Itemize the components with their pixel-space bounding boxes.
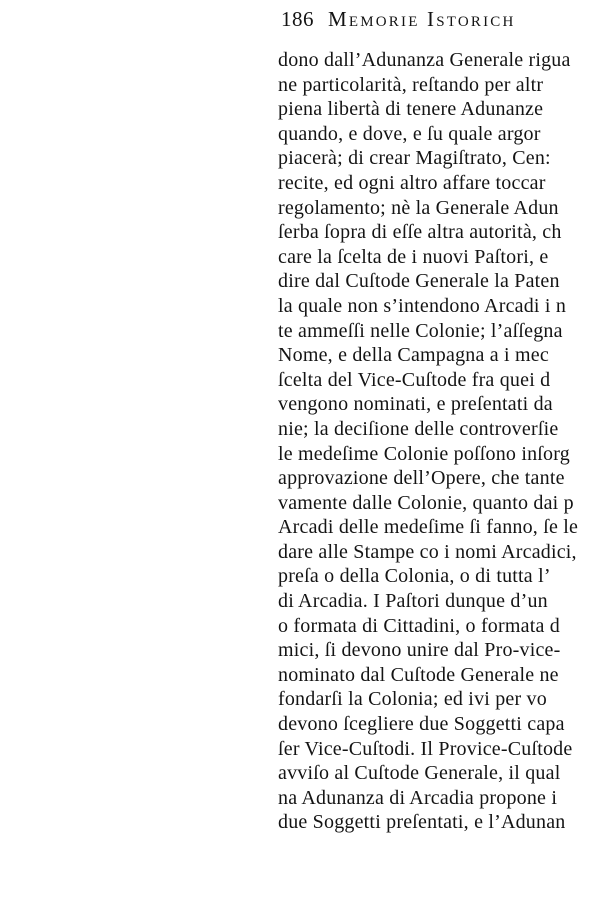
text-line: dire dal Cuſtode Generale la Paten bbox=[278, 270, 560, 293]
text-line: nominato dal Cuſtode Generale ne bbox=[278, 663, 559, 686]
text-line: ne particolarità, reſtando per altr bbox=[278, 73, 544, 96]
running-header bbox=[281, 6, 516, 32]
text-line: approvazione dell’Opere, che tante bbox=[278, 467, 565, 490]
text-line: di Arcadia. I Paſtori dunque d’un bbox=[278, 590, 548, 613]
text-line: due Soggetti preſentati, e l’Adunan bbox=[278, 811, 566, 834]
text-line: Nome, e della Campagna a i mec bbox=[278, 344, 549, 367]
text-line: mici, ſi devono unire dal Pro-vice- bbox=[278, 639, 561, 662]
text-line: regolamento; nè la Generale Adun bbox=[278, 196, 559, 219]
text-line: na Adunanza di Arcadia propone i bbox=[278, 786, 558, 809]
text-line: piena libertà di tenere Adunanze bbox=[278, 98, 544, 121]
running-title: Memorie Istorich bbox=[328, 7, 516, 31]
text-line: Arcadi delle medeſime ſi fanno, ſe le bbox=[278, 516, 579, 539]
text-line: dono dall’Adunanza Generale rigua bbox=[278, 49, 571, 71]
text-line: fondarſi la Colonia; ed ivi per vo bbox=[278, 688, 547, 711]
text-line: vengono nominati, e preſentati da bbox=[278, 393, 553, 416]
text-line: piacerà; di crear Magiſtrato, Cen: bbox=[278, 147, 551, 170]
body-text bbox=[278, 48, 578, 835]
text-line: devono ſcegliere due Soggetti capa bbox=[278, 713, 565, 736]
text-line: avviſo al Cuſtode Generale, il qual bbox=[278, 762, 561, 785]
text-line: ſer Vice-Cuſtodi. Il Provice-Cuſtode bbox=[278, 737, 573, 760]
text-line: recite, ed ogni altro affare toccar bbox=[278, 171, 546, 194]
text-line: vamente dalle Colonie, quanto dai p bbox=[278, 491, 574, 514]
text-line: ſerba ſopra di eſſe altra autorità, ch bbox=[278, 221, 562, 244]
text-line: o formata di Cittadini, o formata d bbox=[278, 614, 560, 637]
text-line: care la ſcelta de i nuovi Paſtori, e bbox=[278, 245, 549, 268]
text-line: ſcelta del Vice-Cuſtode fra quei d bbox=[278, 368, 551, 391]
text-line: quando, e dove, e ſu quale argor bbox=[278, 122, 541, 145]
text-line: nie; la deciſione delle controverſie bbox=[278, 417, 559, 440]
text-line: dare alle Stampe co i nomi Arcadici, bbox=[278, 540, 577, 563]
page-number: 186 bbox=[281, 7, 314, 31]
text-line: preſa o della Colonia, o di tutta l’ bbox=[278, 565, 551, 588]
text-line: le medeſime Colonie poſſono inſorg bbox=[278, 442, 570, 465]
text-line: la quale non s’intendono Arcadi i n bbox=[278, 294, 567, 317]
text-line: te ammeſſi nelle Colonie; l’aſſegna bbox=[278, 319, 563, 342]
